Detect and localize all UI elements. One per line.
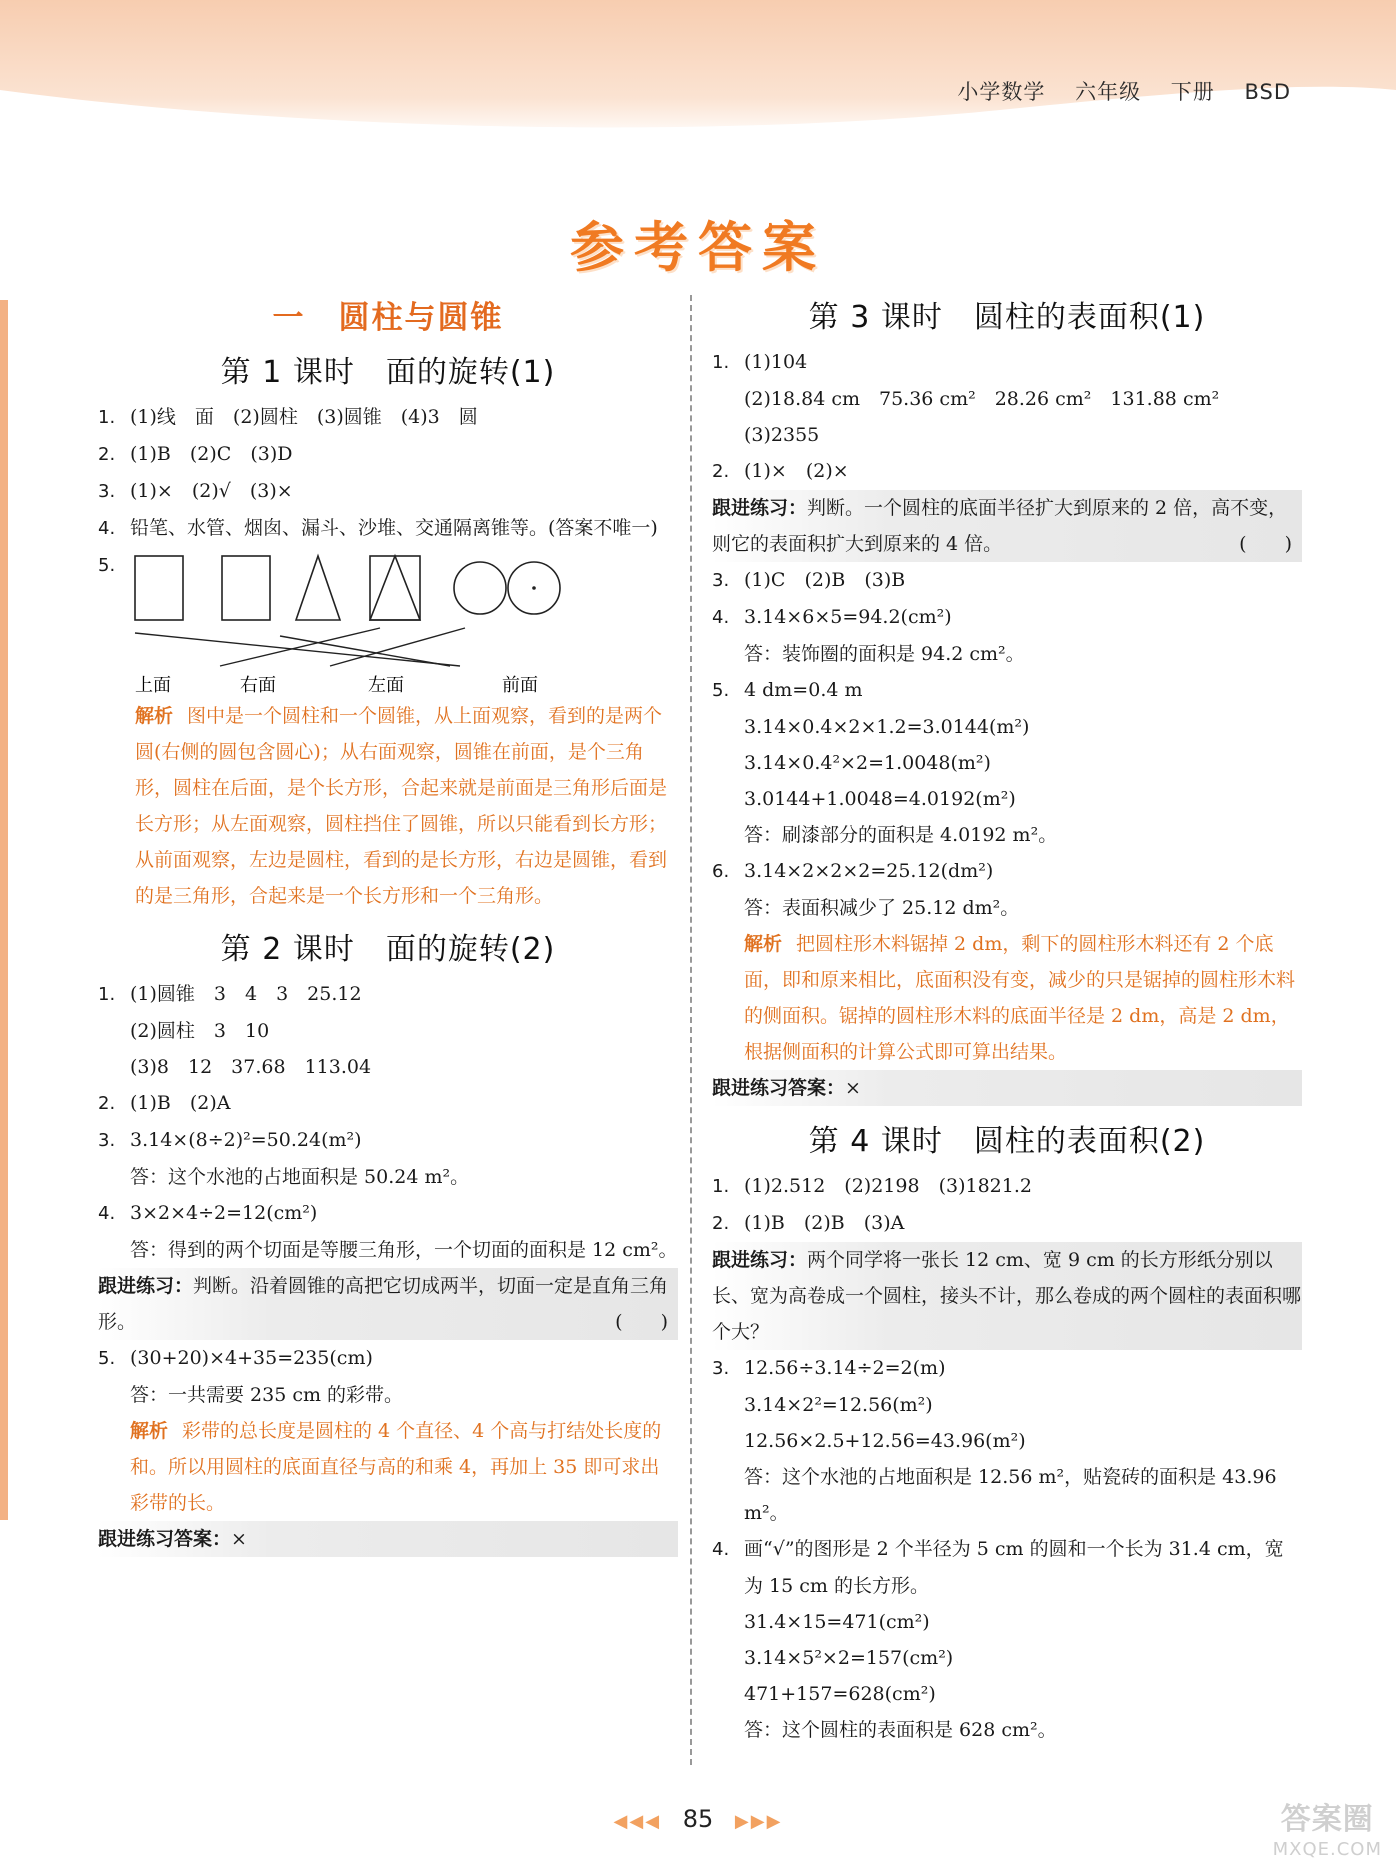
lesson-3-title: 第 3 课时 圆柱的表面积(1)	[808, 300, 1206, 335]
analysis-paragraph: 解析 图中是一个圆柱和一个圆锥，从上面观察，看到的是两个圆(右侧的圆包含圆心)；从右面观察，圆锥在前面，是个三角形，圆柱在后面，是个长方形，合起来就是前面是三角形后面是长方形；从左面观察，圆柱挡住了圆锥，所以只能看到长方形；从前面观察，左边是圆柱，看到的是长方形，右边是圆锥，看到的是三角形，合起来是一个长方形和一个三角形。	[135, 705, 668, 907]
answer-line: 1. (1)104	[712, 351, 808, 373]
watermark-url: MXQE.COM	[1272, 1839, 1382, 1860]
answer-line: 1. (1)圆锥 3 4 3 25.12	[98, 983, 362, 1005]
view-label-right: 右面	[240, 675, 276, 696]
page-footer	[0, 1805, 1396, 1833]
column-divider	[690, 295, 692, 1765]
answer-line: 4. 3.14×6×5=94.2(cm²)	[712, 606, 952, 628]
practice-answer: 跟进练习答案：×	[98, 1521, 678, 1557]
book-info	[935, 76, 1291, 106]
answer-line: 5.	[98, 555, 116, 576]
answer-line: 1. (1)2.512 (2)2198 (3)1821.2	[712, 1175, 1032, 1197]
answer-line: 2. (1)× (2)×	[712, 460, 849, 482]
watermark-logo	[1272, 1802, 1382, 1865]
answer-line: 3.14×0.4²×2=1.0048(m²)	[744, 752, 991, 774]
answer-line: 答：装饰圈的面积是 94.2 cm²。	[744, 643, 1025, 665]
answer-line: 答：表面积减少了 25.12 dm²。	[744, 897, 1020, 919]
answer-line: 答：一共需要 235 cm 的彩带。	[130, 1384, 404, 1406]
answer-line: 3.14×0.4×2×1.2=3.0144(m²)	[744, 716, 1030, 738]
subject-label: 小学数学	[957, 80, 1046, 104]
answer-line: 答：这个圆柱的表面积是 628 cm²。	[744, 1719, 1057, 1741]
answer-line: 5. 4 dm=0.4 m	[712, 679, 863, 701]
grade-label: 六年级	[1075, 80, 1142, 104]
analysis-paragraph: 解析 彩带的总长度是圆柱的 4 个直径、4 个高与打结处长度的和。所以用圆柱的底面直径与高的和乘 4，再加上 35 即可求出彩带的长。	[130, 1420, 662, 1514]
view-label-left: 左面	[368, 675, 404, 696]
practice-exercise: 跟进练习：判断。沿着圆锥的高把它切成两半，切面一定是直角三角形。 ( )	[98, 1268, 678, 1340]
practice-exercise: 跟进练习：判断。一个圆柱的底面半径扩大到原来的 2 倍，高不变，则它的表面积扩大到原来的 4 倍。 ( )	[712, 490, 1302, 562]
views-matching-figure	[130, 548, 678, 698]
volume-label: 下册	[1170, 80, 1215, 104]
views-diagram	[130, 548, 650, 698]
answer-line: 3.14×2²=12.56(m²)	[744, 1394, 933, 1416]
answer-line: (3)8 12 37.68 113.04	[130, 1056, 372, 1078]
practice-exercise: 跟进练习：两个同学将一张长 12 cm、宽 9 cm 的长方形纸分别以长、宽为高卷成一个圆柱，接头不计，那么卷成的两个圆柱的表面积哪个大？	[712, 1242, 1302, 1350]
left-edge-strip	[0, 300, 8, 1520]
lesson-2-title: 第 2 课时 面的旋转(2)	[220, 932, 556, 967]
answer-line: (2)圆柱 3 10	[130, 1020, 270, 1042]
answer-line: 1. (1)线 面 (2)圆柱 (3)圆锥 (4)3 圆	[98, 406, 478, 428]
prev-arrows-icon: ◀◀◀	[613, 1811, 662, 1832]
answer-line: 4. 铅笔、水管、烟囱、漏斗、沙堆、交通隔离锥等。(答案不唯一)	[98, 517, 658, 539]
answer-line: (2)18.84 cm 75.36 cm² 28.26 cm² 131.88 cm²	[744, 388, 1220, 410]
answer-line: (3)2355	[744, 424, 820, 446]
unit-title: 一 圆柱与圆锥	[272, 300, 504, 336]
answer-line: 3. (1)C (2)B (3)B	[712, 569, 906, 591]
left-column	[98, 290, 678, 1557]
analysis-paragraph: 解析 把圆柱形木料锯掉 2 dm，剩下的圆柱形木料还有 2 个底面，即和原来相比，底面积没有变，减少的只是锯掉的圆柱形木料的侧面积。锯掉的圆柱形木料的底面半径是 2 dm，高是 2 dm，根据侧面积的计算公式即可算出结果。	[744, 933, 1296, 1063]
answer-line: 5. (30+20)×4+35=235(cm)	[98, 1347, 373, 1369]
answer-line: 3. 12.56÷3.14÷2=2(m)	[712, 1357, 946, 1379]
page-title: 参考答案	[570, 216, 826, 279]
answer-line: 答：这个水池的占地面积是 50.24 m²。	[130, 1166, 470, 1188]
answer-line: 答：这个水池的占地面积是 12.56 m²，贴瓷砖的面积是 43.96 m²。	[744, 1466, 1277, 1524]
answer-line: 2. (1)B (2)A	[98, 1092, 231, 1114]
answer-line: 答：刷漆部分的面积是 4.0192 m²。	[744, 824, 1058, 846]
answer-line: 4. 3×2×4÷2=12(cm²)	[98, 1202, 318, 1224]
answer-line: 2. (1)B (2)B (3)A	[712, 1212, 905, 1234]
right-column	[712, 290, 1302, 1748]
next-arrows-icon: ▶▶▶	[734, 1811, 783, 1832]
lesson-1-title: 第 1 课时 面的旋转(1)	[220, 355, 556, 390]
answer-line: 3. (1)× (2)√ (3)×	[98, 480, 293, 502]
practice-answer: 跟进练习答案：×	[712, 1070, 1302, 1106]
answer-line: 2. (1)B (2)C (3)D	[98, 443, 293, 465]
answer-line: 答：得到的两个切面是等腰三角形，一个切面的面积是 12 cm²。	[130, 1239, 678, 1261]
answer-line: 6. 3.14×2×2×2=25.12(dm²)	[712, 860, 994, 882]
answer-line: 3.0144+1.0048=4.0192(m²)	[744, 788, 1016, 810]
answer-line: 3.14×5²×2=157(cm²)	[744, 1647, 954, 1669]
page-number: 85	[682, 1805, 714, 1833]
watermark-title: 答案圈	[1280, 1802, 1374, 1837]
answer-line: 3. 3.14×(8÷2)²=50.24(m²)	[98, 1129, 362, 1151]
view-label-top: 上面	[135, 675, 171, 696]
view-label-front: 前面	[502, 675, 538, 696]
answer-line: 4. 画“√”的图形是 2 个半径为 5 cm 的圆和一个长为 31.4 cm，宽为 15 cm 的长方形。	[712, 1538, 1284, 1597]
answer-line: 12.56×2.5+12.56=43.96(m²)	[744, 1430, 1026, 1452]
answer-line: 471+157=628(cm²)	[744, 1683, 936, 1705]
lesson-4-title: 第 4 课时 圆柱的表面积(2)	[808, 1124, 1206, 1159]
edition-label: BSD	[1244, 80, 1291, 104]
answer-line: 31.4×15=471(cm²)	[744, 1611, 930, 1633]
